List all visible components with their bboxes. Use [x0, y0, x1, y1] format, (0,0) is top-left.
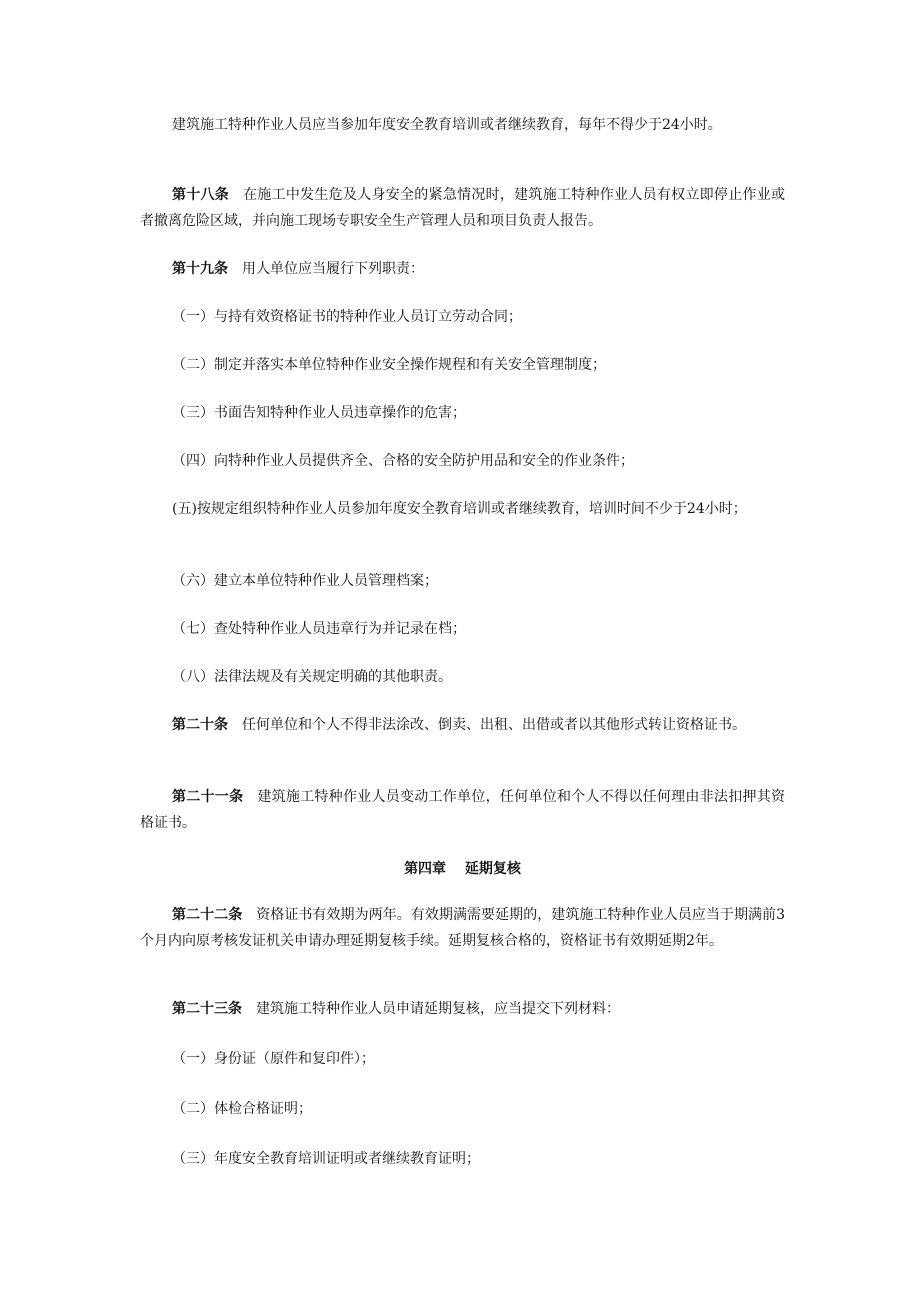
article-19-item: （七）查处特种作业人员违章行为并记录在档； [172, 621, 466, 637]
article-19-item: （八）法律法规及有关规定明确的其他职责。 [172, 669, 452, 685]
article-19-label: 第十九条 [172, 261, 228, 277]
article-19-item: (五)按规定组织特种作业人员参加年度安全教育培训或者继续教育，培训时间不少于24小时； [172, 501, 747, 517]
article-18-text: 在施工中发生危及人身安全的紧急情况时，建筑施工特种作业人员有权立即停止作业或者撤离危险区域，并向施工现场专职安全生产管理人员和项目负责人报告。 [140, 187, 786, 229]
article-20 [140, 712, 785, 738]
article-23 [140, 996, 785, 1022]
article-21-label: 第二十一条 [172, 789, 244, 805]
article-23-item: （一）身份证（原件和复印件）； [172, 1051, 375, 1067]
article-19-item: （四）向特种作业人员提供齐全、合格的安全防护用品和安全的作业条件； [172, 453, 634, 469]
article-19-item: （二）制定并落实本单位特种作业安全操作规程和有关安全管理制度； [172, 357, 606, 373]
article-19-item: （三）书面告知特种作业人员违章操作的危害； [172, 405, 466, 421]
article-20-label: 第二十条 [172, 717, 228, 733]
article-21 [140, 784, 785, 836]
intro-paragraph: 建筑施工特种作业人员应当参加年度安全教育培训或者继续教育，每年不得少于24小时。 [172, 117, 722, 133]
article-19 [140, 256, 785, 282]
article-18 [140, 182, 785, 234]
article-22 [140, 902, 785, 954]
article-18-label: 第十八条 [172, 187, 230, 203]
article-19-item: （六）建立本单位特种作业人员管理档案； [172, 573, 438, 589]
article-22-text: 资格证书有效期为两年。有效期满需要延期的，建筑施工特种作业人员应当于期满前3个月内向原考核发证机关申请办理延期复核手续。延期复核合格的，资格证书有效期延期2年。 [140, 907, 785, 949]
article-23-text: 建筑施工特种作业人员申请延期复核，应当提交下列材料： [256, 1001, 620, 1017]
article-21-text: 建筑施工特种作业人员变动工作单位，任何单位和个人不得以任何理由非法扣押其资格证书。 [140, 789, 786, 831]
article-23-label: 第二十三条 [172, 1001, 242, 1017]
article-22-label: 第二十二条 [172, 907, 243, 923]
chapter-heading: 第四章 延期复核 [404, 861, 521, 877]
article-19-text: 用人单位应当履行下列职责： [242, 261, 424, 277]
article-20-text: 任何单位和个人不得非法涂改、倒卖、出租、出借或者以其他形式转让资格证书。 [242, 717, 746, 733]
article-23-item: （二）体检合格证明； [172, 1101, 312, 1117]
article-19-item: （一）与持有效资格证书的特种作业人员订立劳动合同； [172, 309, 522, 325]
article-23-item: （三）年度安全教育培训证明或者继续教育证明； [172, 1151, 480, 1167]
